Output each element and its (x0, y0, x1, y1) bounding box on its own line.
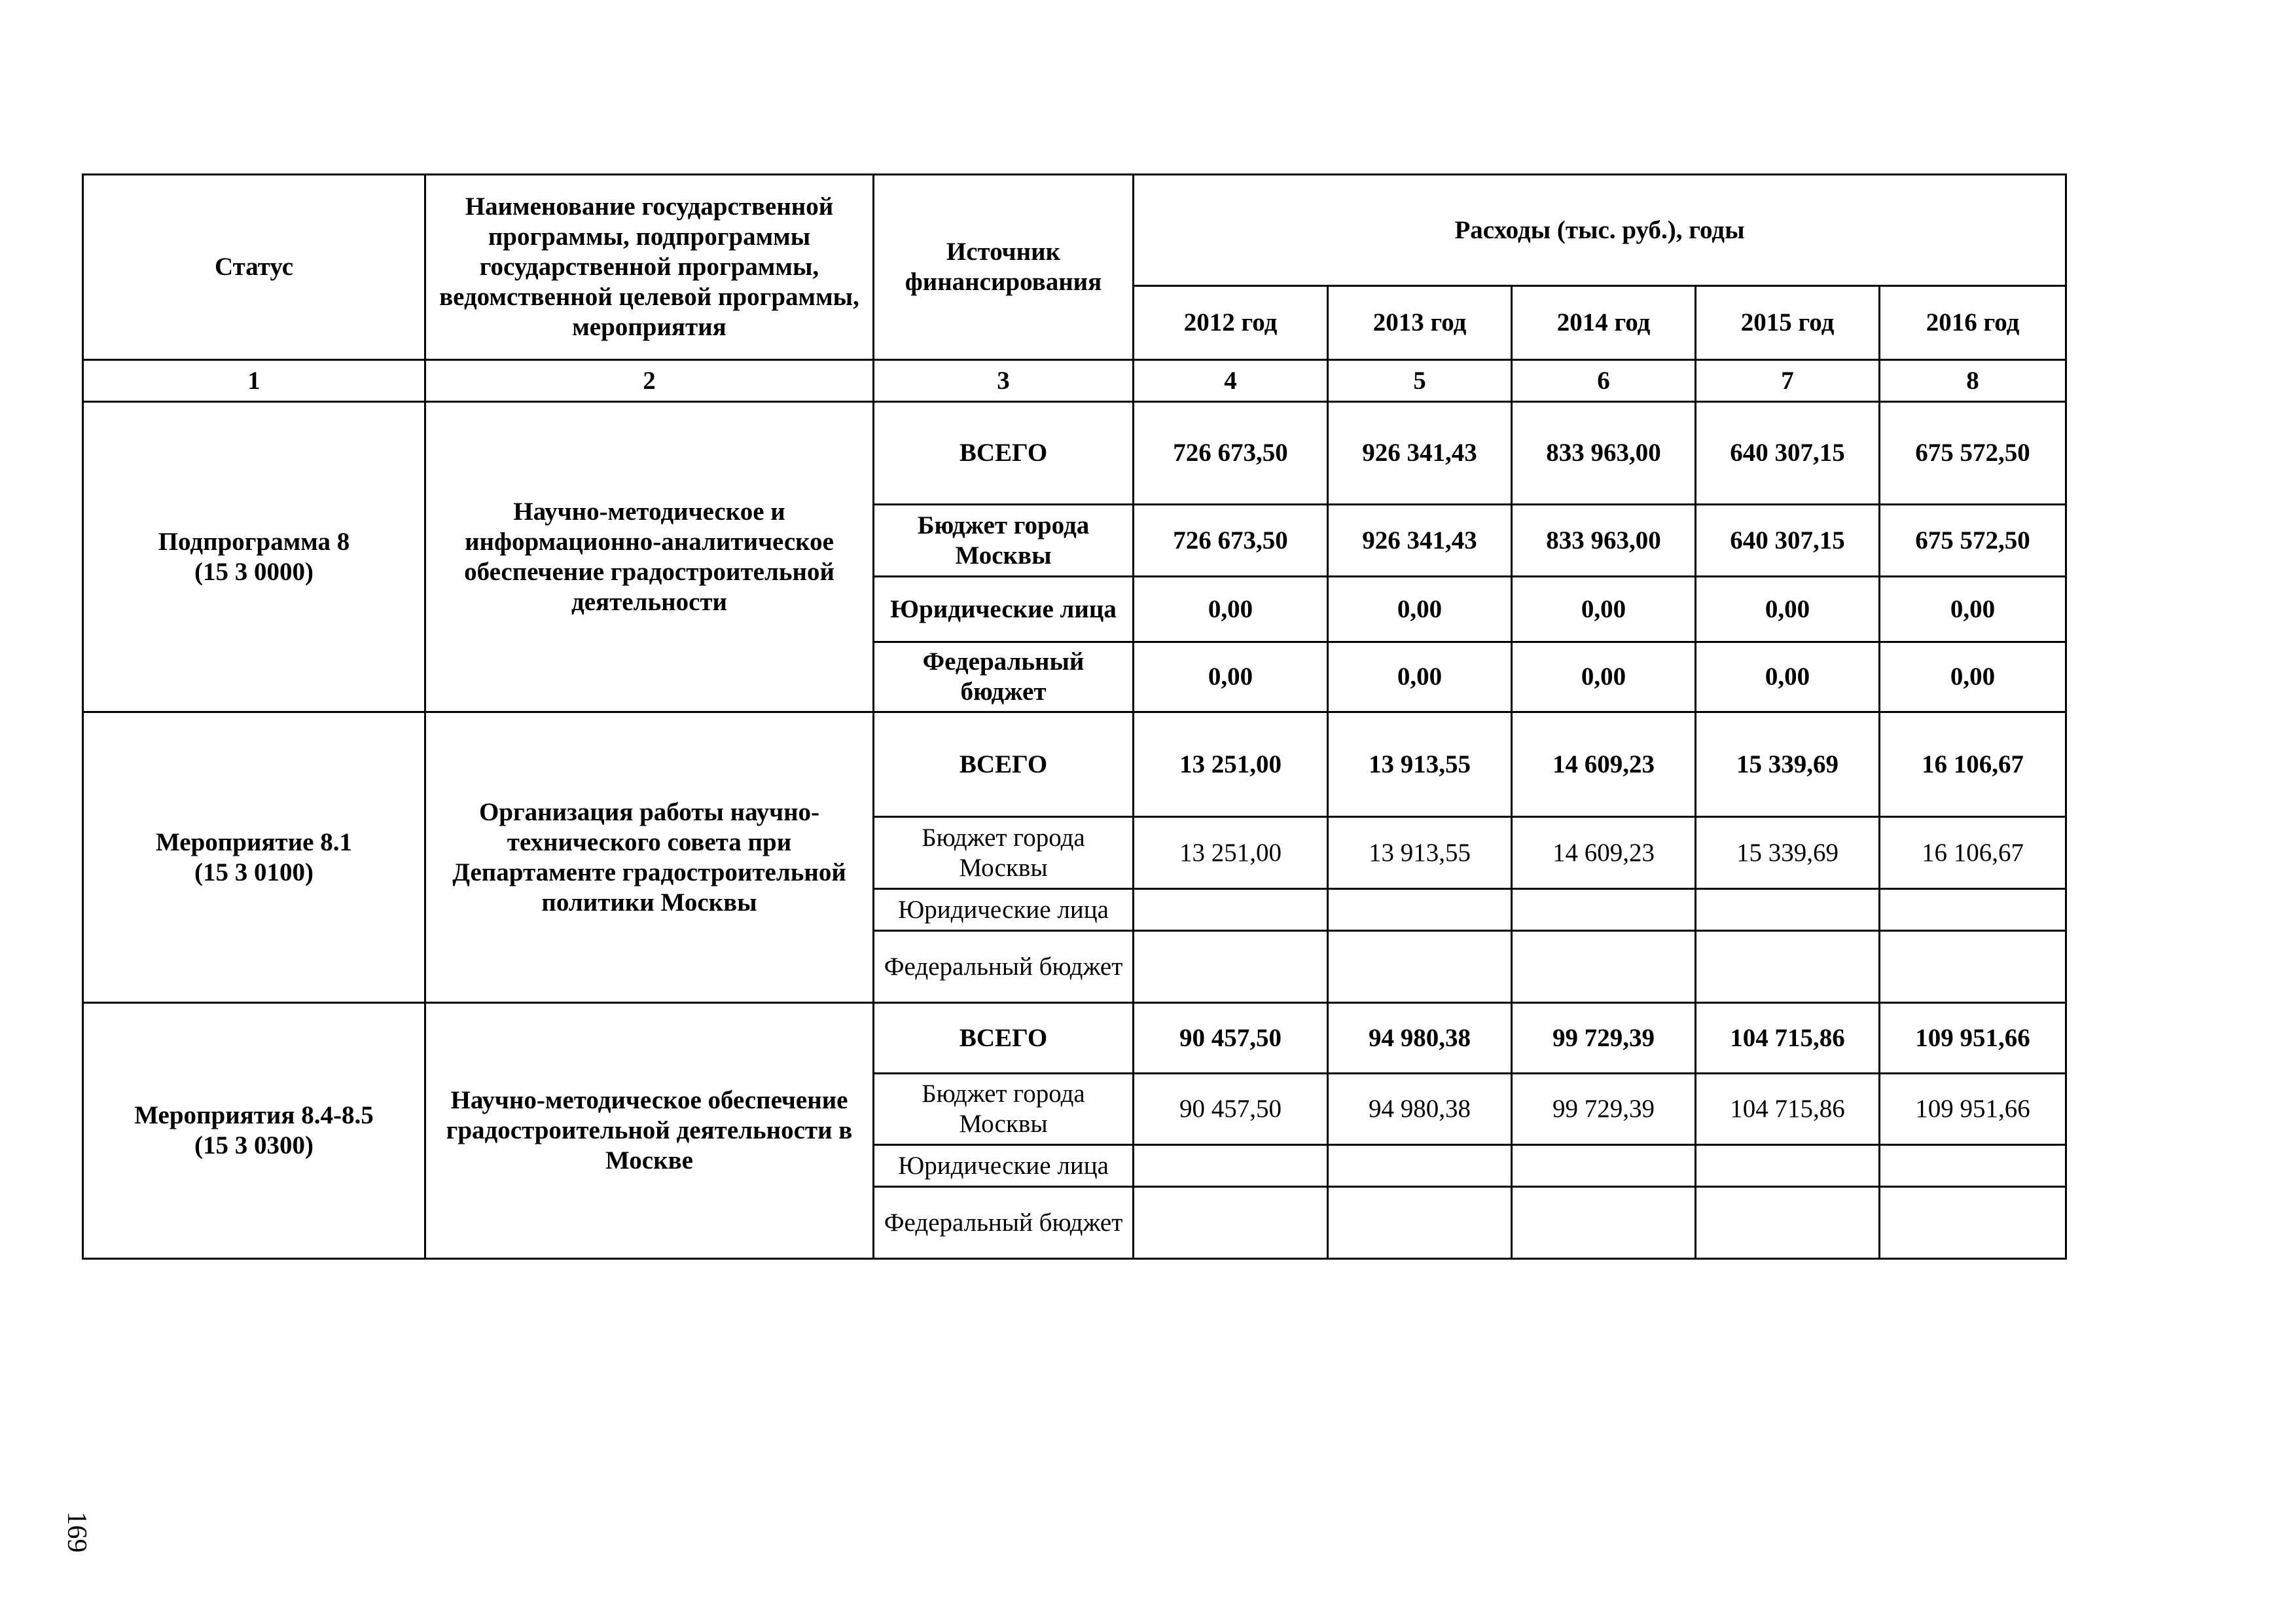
column-number: 6 (1512, 360, 1696, 402)
header-name: Наименование государственной программы, подпрограммы государственной программы, ведомственной целевой программы, мероприятия (425, 175, 874, 360)
amount-cell: 90 457,50 (1134, 1074, 1328, 1145)
status-cell: Подпрограмма 8 (15 3 0000) (83, 402, 425, 712)
amount-cell: 14 609,23 (1512, 817, 1696, 889)
amount-cell: 104 715,86 (1696, 1074, 1880, 1145)
amount-cell: 0,00 (1134, 577, 1328, 642)
program-name-cell: Научно-методическое обеспечение градостроительной деятельности в Москве (425, 1003, 874, 1259)
amount-cell (1328, 1187, 1512, 1259)
column-number: 8 (1880, 360, 2066, 402)
budget-table (82, 173, 2067, 1260)
amount-cell: 0,00 (1134, 642, 1328, 712)
header-year: 2012 год (1134, 286, 1328, 360)
amount-cell: 99 729,39 (1512, 1003, 1696, 1074)
table-body (83, 175, 2066, 1259)
funding-source-cell: Бюджет города Москвы (874, 817, 1134, 889)
page-number: 169 (62, 1511, 92, 1553)
column-number: 5 (1328, 360, 1512, 402)
header-expenses: Расходы (тыс. руб.), годы (1134, 175, 2066, 286)
amount-cell (1880, 889, 2066, 931)
amount-cell: 0,00 (1880, 577, 2066, 642)
amount-cell: 13 251,00 (1134, 712, 1328, 817)
amount-cell: 109 951,66 (1880, 1074, 2066, 1145)
amount-cell (1328, 889, 1512, 931)
amount-cell: 833 963,00 (1512, 402, 1696, 505)
amount-cell: 640 307,15 (1696, 505, 1880, 577)
amount-cell (1696, 931, 1880, 1003)
header-year: 2016 год (1880, 286, 2066, 360)
amount-cell: 99 729,39 (1512, 1074, 1696, 1145)
amount-cell (1696, 889, 1880, 931)
program-name-cell: Организация работы научно-технического совета при Департаменте градостроительной политики Москвы (425, 712, 874, 1003)
table-row (83, 712, 2066, 817)
header-status: Статус (83, 175, 425, 360)
amount-cell (1134, 1145, 1328, 1187)
amount-cell: 13 251,00 (1134, 817, 1328, 889)
amount-cell: 0,00 (1512, 642, 1696, 712)
amount-cell: 15 339,69 (1696, 817, 1880, 889)
amount-cell: 0,00 (1696, 642, 1880, 712)
funding-source-cell: Юридические лица (874, 577, 1134, 642)
amount-cell: 109 951,66 (1880, 1003, 2066, 1074)
column-number: 7 (1696, 360, 1880, 402)
amount-cell: 0,00 (1328, 642, 1512, 712)
column-number: 3 (874, 360, 1134, 402)
amount-cell (1512, 1145, 1696, 1187)
amount-cell: 90 457,50 (1134, 1003, 1328, 1074)
amount-cell: 726 673,50 (1134, 402, 1328, 505)
amount-cell: 104 715,86 (1696, 1003, 1880, 1074)
amount-cell (1880, 1187, 2066, 1259)
amount-cell: 15 339,69 (1696, 712, 1880, 817)
amount-cell (1880, 1145, 2066, 1187)
amount-cell: 675 572,50 (1880, 505, 2066, 577)
amount-cell: 16 106,67 (1880, 712, 2066, 817)
header-year: 2014 год (1512, 286, 1696, 360)
column-number: 4 (1134, 360, 1328, 402)
amount-cell: 833 963,00 (1512, 505, 1696, 577)
amount-cell: 14 609,23 (1512, 712, 1696, 817)
amount-cell: 0,00 (1512, 577, 1696, 642)
column-number: 2 (425, 360, 874, 402)
amount-cell (1880, 931, 2066, 1003)
table-row (83, 1003, 2066, 1074)
amount-cell (1696, 1145, 1880, 1187)
amount-cell: 0,00 (1880, 642, 2066, 712)
amount-cell: 16 106,67 (1880, 817, 2066, 889)
funding-source-cell: Юридические лица (874, 889, 1134, 931)
amount-cell: 0,00 (1696, 577, 1880, 642)
amount-cell (1512, 889, 1696, 931)
amount-cell: 926 341,43 (1328, 402, 1512, 505)
funding-source-cell: ВСЕГО (874, 1003, 1134, 1074)
amount-cell (1512, 1187, 1696, 1259)
status-cell: Мероприятие 8.1 (15 3 0100) (83, 712, 425, 1003)
table-row (83, 402, 2066, 505)
column-number: 1 (83, 360, 425, 402)
amount-cell (1512, 931, 1696, 1003)
funding-source-cell: Федеральный бюджет (874, 642, 1134, 712)
header-year: 2013 год (1328, 286, 1512, 360)
amount-cell: 13 913,55 (1328, 712, 1512, 817)
program-name-cell: Научно-методическое и информационно-аналитическое обеспечение градостроительной деятельности (425, 402, 874, 712)
funding-source-cell: Федеральный бюджет (874, 1187, 1134, 1259)
amount-cell: 13 913,55 (1328, 817, 1512, 889)
amount-cell (1696, 1187, 1880, 1259)
amount-cell: 640 307,15 (1696, 402, 1880, 505)
header-year: 2015 год (1696, 286, 1880, 360)
amount-cell (1134, 889, 1328, 931)
funding-source-cell: Бюджет города Москвы (874, 505, 1134, 577)
amount-cell (1134, 1187, 1328, 1259)
amount-cell: 94 980,38 (1328, 1074, 1512, 1145)
amount-cell: 0,00 (1328, 577, 1512, 642)
amount-cell: 726 673,50 (1134, 505, 1328, 577)
amount-cell (1328, 931, 1512, 1003)
amount-cell: 926 341,43 (1328, 505, 1512, 577)
funding-source-cell: Бюджет города Москвы (874, 1074, 1134, 1145)
funding-source-cell: Федеральный бюджет (874, 931, 1134, 1003)
funding-source-cell: ВСЕГО (874, 712, 1134, 817)
column-number-row (83, 360, 2066, 402)
amount-cell: 94 980,38 (1328, 1003, 1512, 1074)
header-source: Источник финансирования (874, 175, 1134, 360)
status-cell: Мероприятия 8.4-8.5 (15 3 0300) (83, 1003, 425, 1259)
funding-source-cell: Юридические лица (874, 1145, 1134, 1187)
amount-cell (1328, 1145, 1512, 1187)
amount-cell (1134, 931, 1328, 1003)
funding-source-cell: ВСЕГО (874, 402, 1134, 505)
amount-cell: 675 572,50 (1880, 402, 2066, 505)
header-row-top (83, 175, 2066, 286)
